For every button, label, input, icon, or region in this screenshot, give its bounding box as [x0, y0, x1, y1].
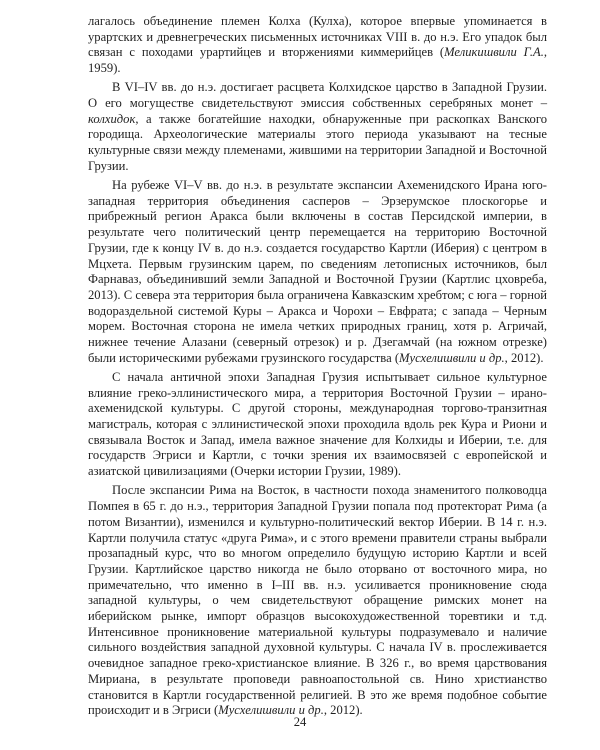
text-run: В VI–IV вв. до н.э. достигает расцвета Колхидское царство в Западной Грузии. О его могуществе свидетельствуют эмиссия собственных серебряных монет –: [88, 80, 547, 111]
italic-citation: Меликишвили Г.А.: [444, 45, 544, 60]
paragraph: [88, 80, 547, 174]
text-run: , 2012).: [323, 703, 363, 718]
text-run: , а также богатейшие находки, обнаруженные при раскопках Ванского городища. Археологические материалы этого периода указывают на тесные культурные связи между племенами, жившими на территории Западной и Восточной Грузии.: [88, 111, 547, 173]
page-number: 24: [293, 715, 307, 729]
paragraph: [88, 483, 547, 719]
paragraph: [88, 370, 547, 480]
text-run: После экспансии Рима на Восток, в частности похода знаменитого полководца Помпея в 65 г. до н.э., территория Западной Грузии попала под протекторат Рима (а потом Византии), изменился и культурно-политический вектор Иберии. В 14 г. н.э. Картли получила статус «друга Рима», и с этого времени правители страны выбрали прозападный курс, что во многом определило будущую историю Картли и всей Грузии. Картлийское царство никогда не было оторвано от восточного мира, но примечательно, что именно в I–III вв. н.э. усиливается проникновение сюда западной культуры, о чем свидетельствуют обращение римских монет на иберийском рынке, импорт образцов высокохудожественной торевтики и т.д. Интенсивное проникновение материальной культуры подразумевало и наличие сильного воздействия западной духовной культуры. С начала IV в. прослеживается очевидное западное греко-христианское влияние. В 326 г., во время царствования Мириана, в результате проповеди равноапостольной св. Нино христианство становится в Картли государственной религией. В это же время подобное событие происходит и в Эгриси (: [88, 483, 547, 718]
text-run: С начала античной эпохи Западная Грузия испытывает сильное культурное влияние греко-эллинистического мира, а территория Восточной Грузии – ирано-ахеменидской культуры. С другой стороны, международная торгово-транзитная магистраль, которая с эллинистической эпохи проходила вдоль рек Кура и Риони и связывала Восток и Запад, имела важное значение для Колхиды и Иберии, т.е. для государств Эгриси и Картли, с точки зрения их взаимосвязей с европейской и азиатской цивилизациями (Очерки истории Грузии, 1989).: [88, 369, 547, 479]
italic-citation: колхидок: [88, 111, 136, 126]
text-run: лагалось объединение племен Колха (Кулха), которое впервые упоминается в урартских и древнегреческих письменных источниках VIII в. до н.э. Его упадок был связан с походами урартийцев и вторжениями киммерийцев (: [88, 14, 547, 60]
text-run: На рубеже VI–V вв. до н.э. в результате экспансии Ахеменидского Ирана юго-западная территория объединения сасперов – Эрзерумское плоскогорье и прибрежный регион Аракса были включены в состав Персидской империи, в результате чего политический центр перемещается на территорию Восточной Грузии, где к концу IV в. до н.э. создается государство Картли (Иберия) с центром в Мцхета. Первым грузинским царем, по сведениям летописных источников, был Фарнаваз, объединивший земли Западной и Восточной Грузии (Картлис цховреба, 2013). С севера эта территория была ограничена Кавказским хребтом; с юга – горной водораздельной системой Куры – Аракса и Чорохи – Евфрата; с запада – Черным морем. Восточная сторона не имела четких природных границ, хотя р. Агричай, нижнее течение Алазани (северный отрезок) и р. Дзегамчай (на южном отрезке) были историческими рубежами грузинского государства (: [88, 178, 547, 365]
italic-citation: Мусхелишвили и др.: [218, 703, 324, 718]
text-run: , 2012).: [504, 350, 544, 365]
paragraph: [88, 14, 547, 77]
paragraph: [88, 178, 547, 366]
text-run: , 1959).: [88, 45, 548, 76]
italic-citation: Мусхелишвили и др.: [399, 350, 505, 365]
body-text: [88, 14, 547, 722]
